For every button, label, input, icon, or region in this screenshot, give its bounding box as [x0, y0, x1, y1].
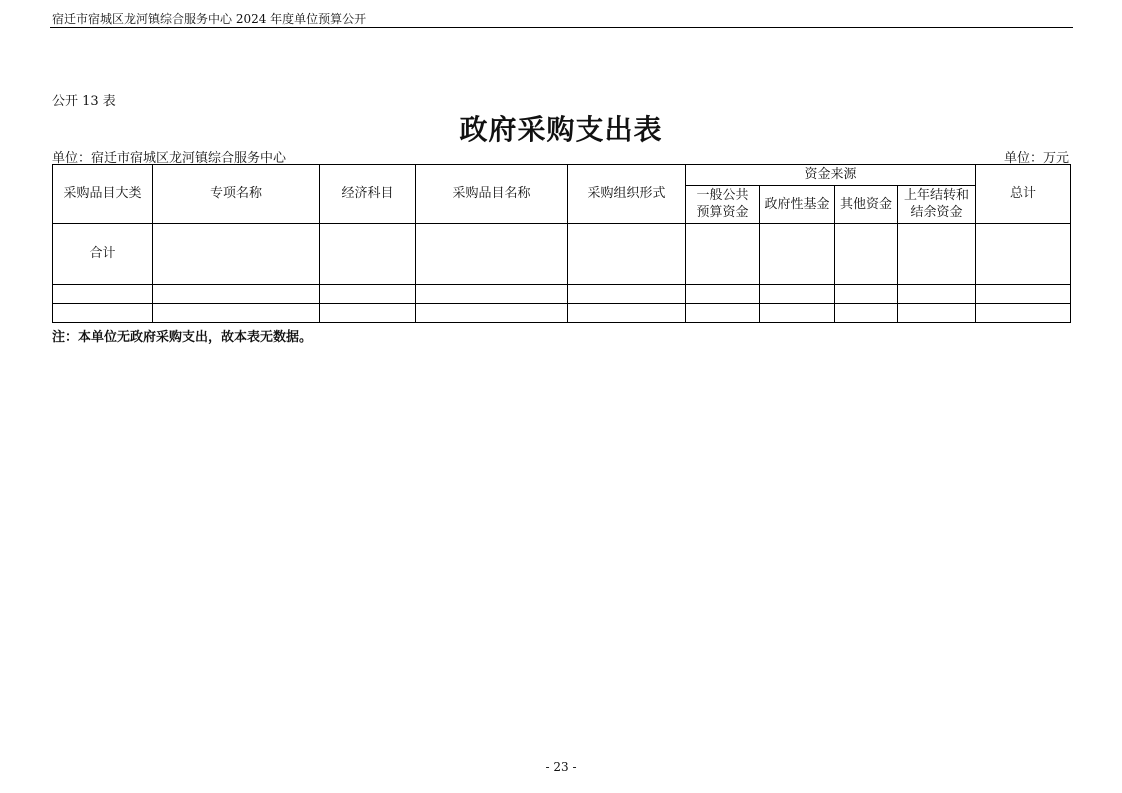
procurement-table — [52, 164, 1071, 323]
table-cell — [416, 285, 568, 304]
col-gov-fund: 政府性基金 — [760, 186, 835, 224]
unit-currency: 单位：万元 — [1003, 151, 1069, 166]
table-cell — [835, 285, 898, 304]
table-cell — [320, 224, 416, 285]
table-cell — [320, 285, 416, 304]
table-row — [53, 285, 1071, 304]
running-header: 宿迁市宿城区龙河镇综合服务中心 2024 年度单位预算公开 — [52, 12, 367, 26]
header-row-1 — [53, 165, 1071, 186]
table-number: 公开 13 表 — [52, 94, 116, 109]
table-row — [53, 304, 1071, 323]
table-cell — [416, 304, 568, 323]
col-item-name: 采购品目名称 — [416, 165, 568, 224]
col-project: 专项名称 — [153, 165, 320, 224]
table-cell — [760, 285, 835, 304]
table-cell — [153, 304, 320, 323]
table-cell — [153, 285, 320, 304]
table-cell — [153, 224, 320, 285]
table-row-total — [53, 224, 1071, 285]
col-total: 总计 — [976, 165, 1071, 224]
table-cell — [568, 285, 686, 304]
table-cell — [976, 224, 1071, 285]
table-cell — [686, 285, 760, 304]
table-cell — [835, 304, 898, 323]
table-cell — [898, 285, 976, 304]
table-cell — [568, 304, 686, 323]
table-cell — [53, 285, 153, 304]
header-divider — [50, 27, 1073, 28]
table-cell — [760, 224, 835, 285]
col-general-budget-label: 一般公共预算资金 — [696, 188, 749, 220]
table-cell — [760, 304, 835, 323]
table-cell — [568, 224, 686, 285]
col-org-form: 采购组织形式 — [568, 165, 686, 224]
col-econ-subject: 经济科目 — [320, 165, 416, 224]
col-general-budget — [686, 186, 760, 224]
page-number: - 23 - — [545, 760, 577, 774]
table-cell — [976, 304, 1071, 323]
table-cell — [686, 304, 760, 323]
col-carryover — [898, 186, 976, 224]
col-fund-source: 资金来源 — [686, 165, 976, 186]
document-title: 政府采购支出表 — [459, 113, 663, 146]
col-other-fund: 其他资金 — [835, 186, 898, 224]
table-cell — [835, 224, 898, 285]
footnote: 注：本单位无政府采购支出，故本表无数据。 — [52, 330, 313, 345]
table-cell — [320, 304, 416, 323]
table-cell — [898, 224, 976, 285]
table-cell — [686, 224, 760, 285]
total-row-label: 合计 — [53, 224, 153, 285]
table-cell — [53, 304, 153, 323]
col-carryover-label: 上年结转和结余资金 — [903, 188, 969, 220]
table-cell — [416, 224, 568, 285]
table-cell — [976, 285, 1071, 304]
unit-entity: 单位：宿迁市宿城区龙河镇综合服务中心 — [52, 151, 287, 166]
table-cell — [898, 304, 976, 323]
col-category: 采购品目大类 — [53, 165, 153, 224]
